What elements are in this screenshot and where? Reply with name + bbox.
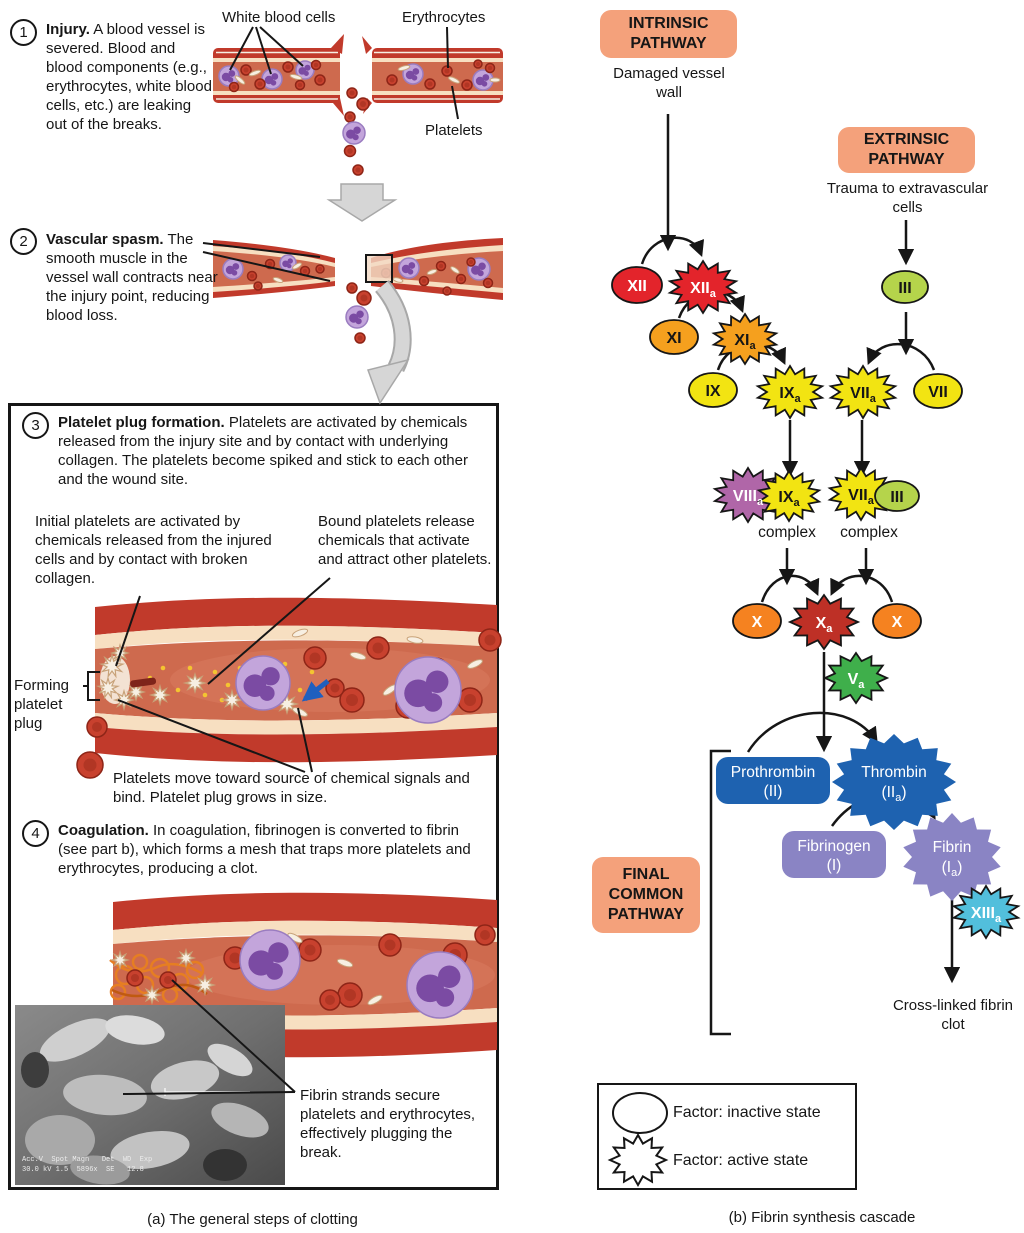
vessel-severed-illustration	[213, 34, 503, 175]
svg-text:Xa: $X_a$	[815, 615, 833, 635]
svg-text:XIIIa: $XIII_a$	[970, 905, 1002, 925]
damaged-vessel-wall-label: Damaged vessel wall	[613, 65, 725, 102]
label-white-blood-cells: White blood cells	[222, 9, 336, 26]
svg-text:(IIa): $(II_a)$	[881, 784, 907, 804]
svg-text:Va: $V_a$	[847, 671, 865, 691]
cross-linked-fibrin-label: Cross-linked fibrin clot	[892, 997, 1014, 1034]
cascade-nodes	[612, 261, 1018, 938]
svg-text:Thrombin: Thrombin	[861, 764, 927, 781]
svg-text:(II): (II)	[763, 783, 783, 800]
down-arrow-icon	[329, 184, 395, 221]
step2-text: Vascular spasm. The smooth muscle in the vessel wall contracts near the injury point, reducing blood loss.	[46, 231, 218, 325]
svg-text:IXa: $IX_a$	[778, 489, 800, 509]
injury-zoom-box	[366, 255, 392, 282]
active-factor-icon	[610, 1135, 666, 1185]
step4-number: 4	[22, 820, 49, 847]
step1-text: Injury. A blood vessel is severed. Blood and blood components (e.g., erythrocytes, white blood cells, etc.) are leaking out of the breaks.	[46, 21, 212, 134]
final-common-pathway-box: FINAL COMMON PATHWAY	[592, 857, 700, 933]
svg-text:XIIa: $XII_a$	[690, 280, 716, 300]
svg-text:X: X	[751, 614, 763, 631]
extrinsic-pathway-box: EXTRINSIC PATHWAY	[838, 127, 975, 173]
step2-number: 2	[10, 228, 37, 255]
bound-platelets-label: Bound platelets release chemicals that activate and attract other platelets.	[318, 513, 492, 569]
step3-text: Platelet plug formation. Platelets are activated by chemicals released from the injury site and by contact with underlying collagen. The platelets become spiked and stick to each other and the wound site.	[58, 414, 468, 489]
svg-text:Prothrombin: Prothrombin	[730, 764, 816, 781]
caption-b: (b) Fibrin synthesis cascade	[728, 1209, 916, 1226]
svg-text:XI: XI	[666, 330, 682, 347]
svg-text:(I): (I)	[826, 857, 842, 874]
trauma-label: Trauma to extravascular cells	[826, 180, 989, 217]
svg-text:VIIIa: $VIII_a$	[732, 488, 764, 508]
intrinsic-pathway-box: INTRINSIC PATHWAY	[600, 10, 737, 58]
vessel-spasm-illustration	[213, 238, 503, 343]
legend-inactive-label: Factor: inactive state	[673, 1104, 821, 1121]
sem-metadata-line2: 30.0 kV 1.5 5896x SE 12.8	[22, 1166, 144, 1174]
svg-text:XII: XII	[627, 278, 647, 295]
thrombin-node	[832, 734, 956, 830]
svg-text:Fibrin: Fibrin	[932, 839, 972, 856]
svg-text:IX: IX	[705, 383, 721, 400]
vessel-plug-illustration	[77, 598, 501, 778]
leaking-cells	[343, 88, 369, 175]
svg-text:III: III	[898, 280, 912, 297]
initial-platelets-label: Initial platelets are activated by chemicals released from the injured cells and by contact with broken collagen.	[35, 513, 272, 588]
svg-text:Fibrinogen: Fibrinogen	[797, 838, 871, 855]
svg-text:VIIa: $VII_a$	[848, 487, 874, 507]
forming-plug-label: Forming platelet plug	[14, 677, 70, 733]
svg-text:IXa: $IX_a$	[779, 385, 801, 405]
step4-text: Coagulation. In coagulation, fibrinogen is converted to fibrin (see part b), which forms a mesh that traps more platelets and erythrocytes, producing a clot.	[58, 822, 471, 878]
step1-number: 1	[10, 19, 37, 46]
svg-text:X: X	[891, 614, 903, 631]
caption-a: (a) The general steps of clotting	[147, 1211, 358, 1228]
legend-active-label: Factor: active state	[673, 1152, 809, 1169]
step3-number: 3	[22, 412, 49, 439]
svg-text:XIa: $XI_a$	[734, 332, 756, 352]
label-erythrocytes: Erythrocytes	[402, 9, 486, 26]
complex-label-2: complex	[840, 524, 898, 541]
sem-metadata-line1: Acc.V Spot Magn Det WD Exp	[22, 1156, 153, 1164]
legend-symbols	[610, 1093, 667, 1185]
platelets-move-label: Platelets move toward source of chemical signals and bind. Platelet plug grows in size.	[113, 770, 470, 807]
svg-text:VII: VII	[928, 384, 948, 401]
inactive-factor-icon	[613, 1093, 667, 1133]
complex-label-1: complex	[758, 524, 816, 541]
svg-text:(Ia): $(I_a)$	[941, 859, 963, 879]
label-platelets: Platelets	[425, 122, 483, 139]
fibrin-strands-label: Fibrin strands secure platelets and erythrocytes, effectively plugging the break.	[300, 1087, 476, 1162]
curved-arrow-icon	[368, 286, 408, 403]
svg-text:VIIa: $VII_a$	[850, 385, 876, 405]
svg-text:III: III	[890, 489, 904, 506]
